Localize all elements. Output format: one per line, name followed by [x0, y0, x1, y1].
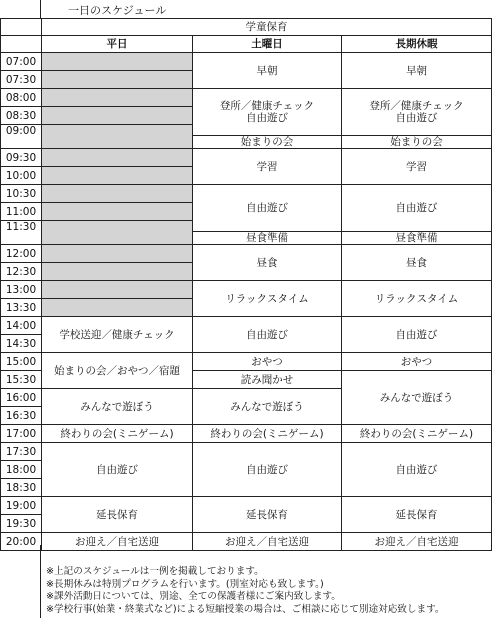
weekday-closed-cell [42, 71, 193, 89]
wk-school-pickup: 学校送迎／健康チェック [42, 317, 193, 353]
note-line: ※長期休みは特別プログラムを行います。(別室対応も致します。) [46, 578, 324, 590]
wk-pickup: お迎え／自宅送迎 [42, 533, 193, 551]
sat-relax: リラックスタイム [193, 281, 342, 317]
weekday-closed-cell [42, 281, 193, 299]
hol-early: 早朝 [342, 53, 492, 89]
column-header-saturday: 土曜日 [193, 36, 342, 53]
corner-cell [1, 19, 42, 36]
time-label: 11:00 [1, 203, 42, 221]
hol-opening: 始まりの会 [342, 136, 492, 149]
sat-reading: 読み聞かせ [193, 371, 342, 389]
hol-free-play-pm: 自由遊び [342, 317, 492, 353]
time-label: 19:00 [1, 497, 42, 515]
notes [46, 566, 445, 616]
sat-extended: 延長保育 [193, 497, 342, 533]
wk-play-together: みんなで遊ぼう [42, 389, 193, 425]
note-line: ※学校行事(始業・終業式など)による短縮授業の場合は、ご相談に応じて別途対応致します。 [46, 603, 445, 615]
sat-closing: 終わりの会(ミニゲーム) [193, 425, 342, 443]
weekday-closed-cell [42, 89, 193, 107]
weekday-closed-cell [42, 107, 193, 125]
sat-free-play-pm: 自由遊び [193, 317, 342, 353]
note-line: ※上記のスケジュールは一例を掲載しております。 [46, 566, 264, 577]
hol-lunch-prep: 昼食準備 [342, 232, 492, 245]
weekday-closed-cell [42, 263, 193, 281]
sat-arrival-line2: 自由遊び [246, 112, 288, 124]
hol-study: 学習 [342, 149, 492, 185]
hol-relax: リラックスタイム [342, 281, 492, 317]
time-label: 10:30 [1, 185, 42, 203]
sat-free-play-am: 自由遊び [193, 185, 342, 232]
time-label: 16:30 [1, 407, 42, 425]
sat-pickup: お迎え／自宅送迎 [193, 533, 342, 551]
hol-play-together: みんなで遊ぼう [342, 371, 492, 425]
hol-snack: おやつ [342, 353, 492, 371]
time-label: 17:30 [1, 443, 42, 461]
weekday-closed-cell [42, 245, 193, 263]
margin-line-bottom [40, 545, 41, 618]
note-line: ※課外活動日については、別途、全ての保護者様にご案内致します。 [46, 591, 341, 602]
sat-snack: おやつ [193, 353, 342, 371]
time-label: 15:30 [1, 371, 42, 389]
time-label: 18:30 [1, 479, 42, 497]
hol-closing: 終わりの会(ミニゲーム) [342, 425, 492, 443]
wk-closing: 終わりの会(ミニゲーム) [42, 425, 193, 443]
corner-cell-2 [1, 36, 42, 53]
weekday-closed-cell [42, 221, 193, 245]
time-label: 18:00 [1, 461, 42, 479]
sat-free-play-eve: 自由遊び [193, 443, 342, 497]
time-label: 07:00 [1, 53, 42, 71]
time-label: 08:30 [1, 107, 42, 125]
hol-arrival [342, 89, 492, 136]
time-label: 10:00 [1, 167, 42, 185]
weekday-closed-cell [42, 167, 193, 185]
time-label: 20:00 [1, 533, 42, 551]
sat-arrival-line1: 登所／健康チェック [219, 100, 315, 112]
time-label: 09:00 [1, 125, 42, 149]
time-label: 14:00 [1, 317, 42, 335]
wk-opening-snack-homework: 始まりの会／おやつ／宿題 [42, 353, 193, 389]
time-label: 13:00 [1, 281, 42, 299]
time-label: 12:30 [1, 263, 42, 281]
hol-pickup: お迎え／自宅送迎 [342, 533, 492, 551]
sat-arrival [193, 89, 342, 136]
section-header: 学童保育 [42, 19, 492, 36]
hol-extended: 延長保育 [342, 497, 492, 533]
time-label: 19:30 [1, 515, 42, 533]
sat-early: 早朝 [193, 53, 342, 89]
sat-lunch: 昼食 [193, 245, 342, 281]
sat-study: 学習 [193, 149, 342, 185]
sat-lunch-prep: 昼食準備 [193, 232, 342, 245]
sat-play-together: みんなで遊ぼう [193, 389, 342, 425]
hol-free-play-am: 自由遊び [342, 185, 492, 232]
time-label: 13:30 [1, 299, 42, 317]
hol-arrival-line1: 登所／健康チェック [369, 100, 464, 112]
sat-opening: 始まりの会 [193, 136, 342, 149]
weekday-closed-cell [42, 125, 193, 149]
margin-line-top [40, 0, 41, 18]
weekday-closed-cell [42, 149, 193, 167]
time-label: 07:30 [1, 71, 42, 89]
column-header-weekday: 平日 [42, 36, 193, 53]
hol-lunch: 昼食 [342, 245, 492, 281]
schedule-table [0, 18, 492, 551]
hol-free-play-eve: 自由遊び [342, 443, 492, 497]
time-label: 12:00 [1, 245, 42, 263]
page-title: 一日のスケジュール [68, 4, 167, 17]
weekday-closed-cell [42, 185, 193, 203]
wk-extended: 延長保育 [42, 497, 193, 533]
time-label: 08:00 [1, 89, 42, 107]
time-label: 17:00 [1, 425, 42, 443]
time-label: 16:00 [1, 389, 42, 407]
time-label: 11:30 [1, 221, 42, 245]
weekday-closed-cell [42, 53, 193, 71]
weekday-closed-cell [42, 203, 193, 221]
weekday-closed-cell [42, 299, 193, 317]
wk-free-play: 自由遊び [42, 443, 193, 497]
time-label: 14:30 [1, 335, 42, 353]
time-label: 09:30 [1, 149, 42, 167]
hol-arrival-line2: 自由遊び [395, 112, 438, 124]
time-label: 15:00 [1, 353, 42, 371]
column-header-holiday: 長期休暇 [342, 36, 492, 53]
